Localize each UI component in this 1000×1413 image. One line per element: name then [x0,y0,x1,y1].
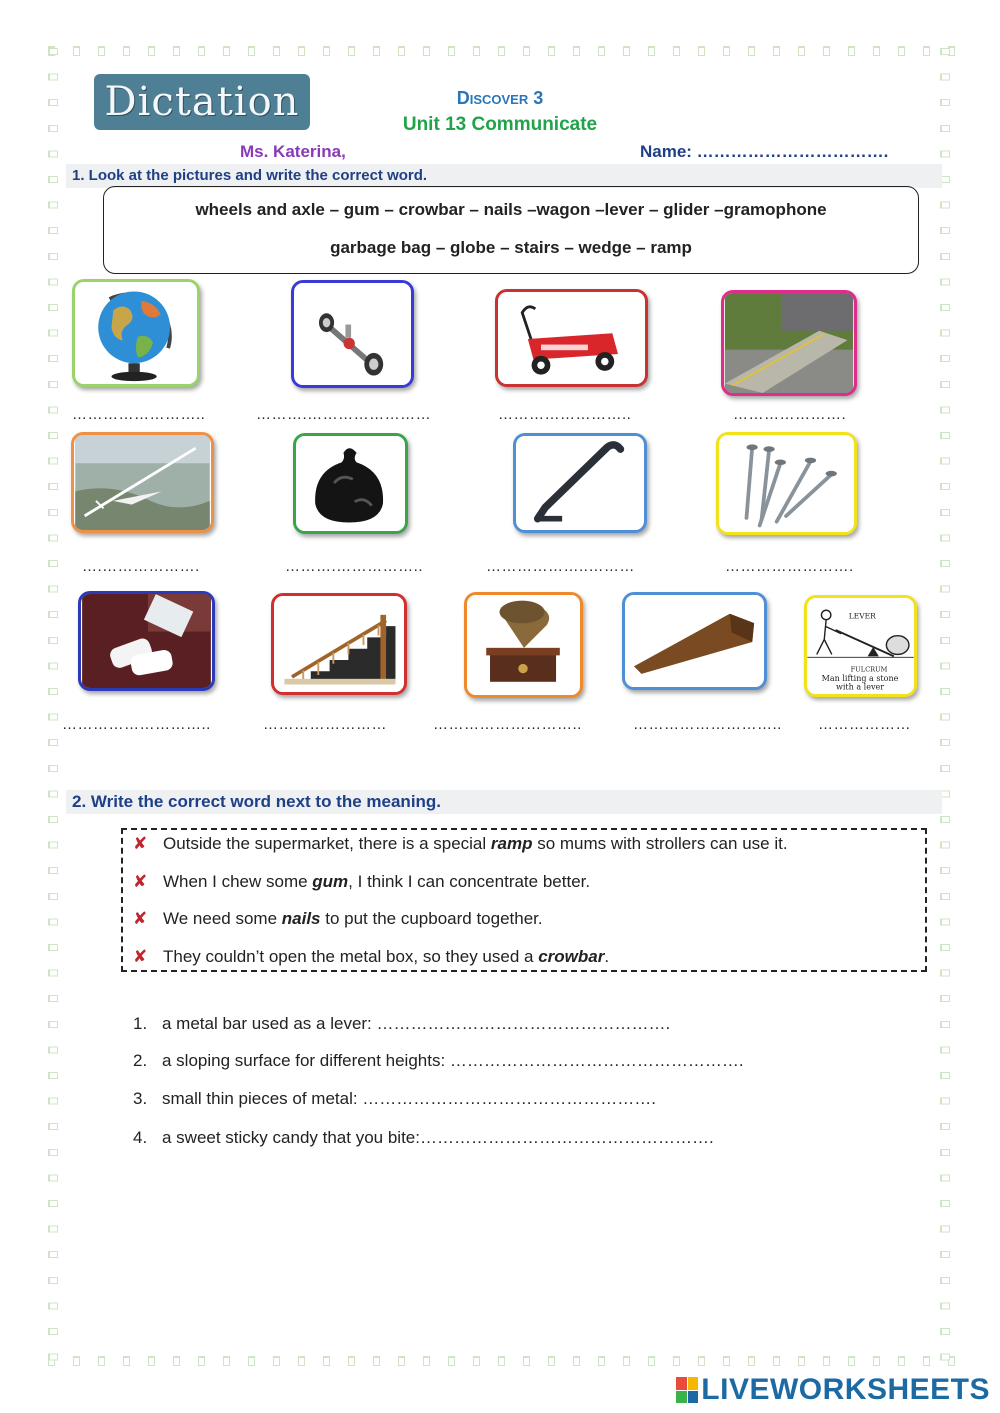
stairs-picture [271,593,407,695]
blank-glider[interactable]: ….………………. [82,558,200,575]
lever-caption-1: Man lifting a stone [821,673,899,683]
wagon-icon [498,292,645,384]
nails-icon [719,435,854,532]
example-sentence: ✘ We need some nails to put the cupboard together. [133,909,543,928]
cross-icon: ✘ [133,872,148,891]
wheels-axle-icon [294,283,411,385]
lever-icon [807,598,914,694]
cross-icon: ✘ [133,834,148,853]
page-border-top [46,46,956,56]
example-sentence: ✘ They couldn’t open the metal box, so they used a crowbar. [133,947,610,966]
blank-gramophone[interactable]: ……………………….. [433,716,582,733]
dictation-logo: Dictation [94,74,310,130]
blank-wheels-and-axle[interactable]: ……….…………………… [256,406,432,423]
blank-crowbar[interactable]: ………………..……… [486,558,635,575]
blank-ramp[interactable]: …………………. [733,406,847,423]
crowbar-picture [513,433,647,533]
glider-picture [71,432,214,533]
student-name-field[interactable]: Name: ……………………………. [640,142,889,161]
blank-garbage-bag[interactable]: ……….…………….. [285,558,424,575]
nails-picture [716,432,857,535]
blank-stairs[interactable]: …………………… [263,716,387,733]
glider-icon [74,435,211,530]
gum-icon [81,594,212,688]
blank-globe[interactable]: …………………….. [72,406,206,423]
blank-gum[interactable]: ……………………….. [62,716,211,733]
gramophone-picture [464,592,583,698]
page-border-left [48,46,58,1366]
question-1[interactable]: 1. a metal bar used as a lever: ……………………………………………. [133,1014,671,1033]
blank-nails[interactable]: ……………………. [725,558,854,575]
ramp-icon [724,293,854,393]
liveworksheets-logo[interactable] [676,1373,990,1407]
stairs-icon [274,596,404,692]
example-sentence: ✘ When I chew some gum, I think I can concentrate better. [133,872,591,891]
lever-picture [804,595,917,697]
example-sentence: ✘ Outside the supermarket, there is a special ramp so mums with strollers can use it. [133,834,788,853]
blank-wedge[interactable]: ……………………….. [633,716,782,733]
question-4[interactable]: 4. a sweet sticky candy that you bite:……………………………………………. [133,1128,714,1147]
ramp-picture [721,290,857,396]
question-3[interactable]: 3. small thin pieces of metal: ……………………………………………. [133,1089,657,1108]
gum-picture [78,591,215,691]
lever-caption-2: with a lever [836,682,885,692]
gramophone-icon [467,595,580,695]
word-bank-line-1: wheels and axle – gum – crowbar – nails –wagon –lever – glider –gramophone [195,200,827,219]
garbage-bag-picture [293,433,408,534]
section1-title: 1. Look at the pictures and write the correct word. [72,167,428,184]
teacher-name: Ms. Katerina, [240,142,346,161]
wagon-picture [495,289,648,387]
unit-title: Unit 13 Communicate [402,114,598,135]
blank-lever[interactable]: ……………… [818,716,911,733]
globe-icon [75,282,197,384]
section2-title: 2. Write the correct word next to the meaning. [72,792,442,811]
book-title: Discover 3 [456,88,544,108]
globe-picture [72,279,200,387]
liveworksheets-icon [676,1377,698,1403]
lever-label: LEVER [848,611,876,621]
cross-icon: ✘ [133,909,148,928]
crowbar-icon [516,436,644,530]
question-2[interactable]: 2. a sloping surface for different heights: ……………………………………………. [133,1051,744,1070]
wheels-and-axle-picture [291,280,414,388]
wedge-picture [622,592,767,690]
page-border-right [940,46,950,1366]
garbage-bag-icon [296,436,405,531]
brand-text: LIVEWORKSHEETS [701,1373,990,1406]
blank-wagon[interactable]: …………………….. [498,406,632,423]
word-bank-line-2: garbage bag – globe – stairs – wedge – ramp [330,238,692,257]
cross-icon: ✘ [133,947,148,966]
wedge-icon [625,595,764,687]
page-border-bottom [46,1356,956,1366]
fulcrum-label: FULCRUM [850,665,888,674]
